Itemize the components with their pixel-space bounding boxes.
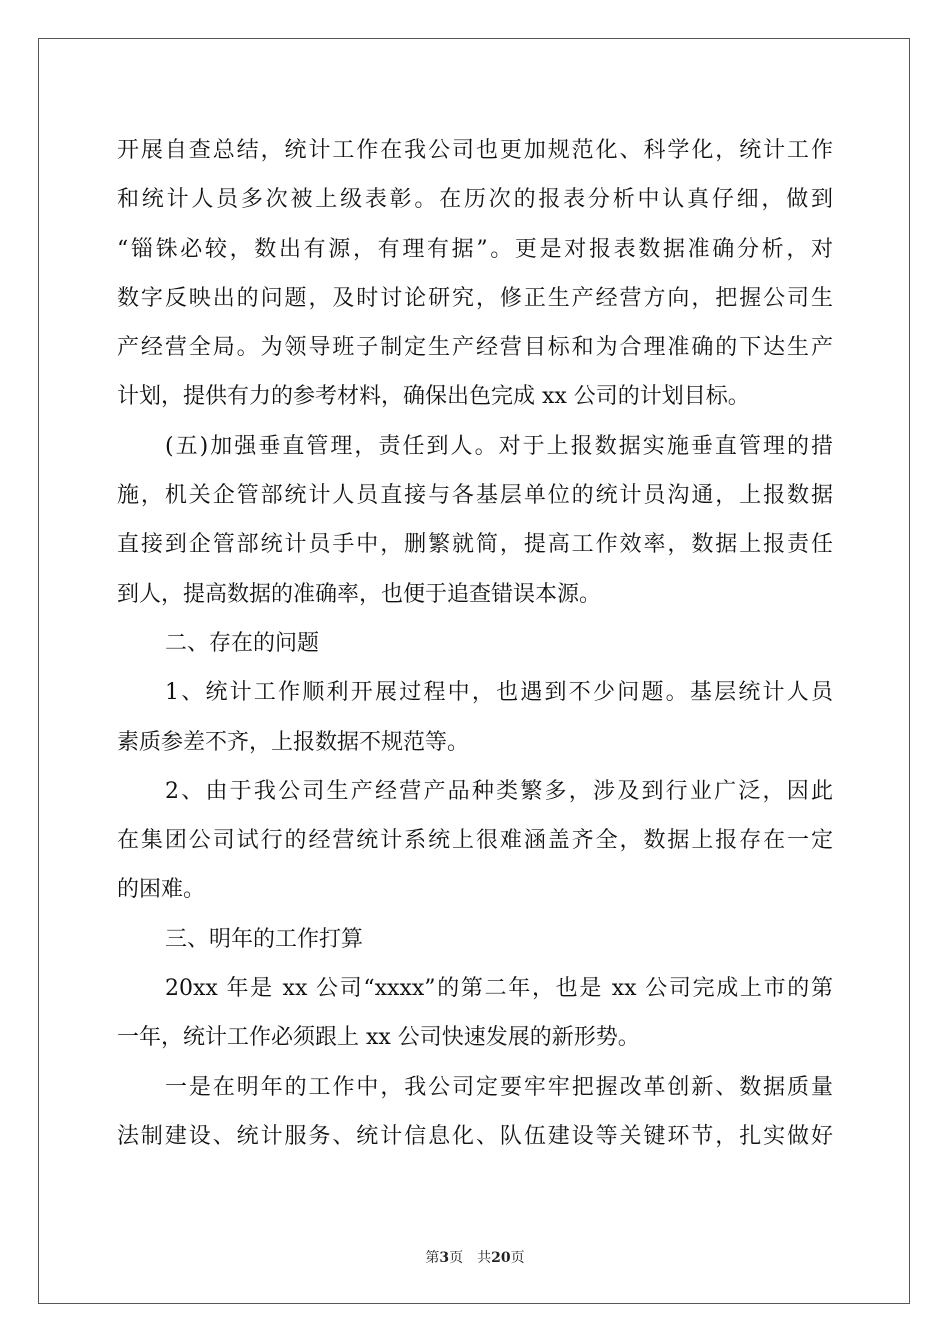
- current-page-number: 3: [439, 1250, 450, 1266]
- page-suffix: 页: [449, 1250, 464, 1266]
- text-line: 施，机关企管部统计人员直接与各基层单位的统计员沟通，上报数据: [117, 483, 833, 509]
- text-line: 素质参差不齐，上报数据不规范等。: [117, 729, 470, 755]
- document-body: [117, 126, 833, 1161]
- paragraph-start-line: (五)加强垂直管理，责任到人。对于上报数据实施垂直管理的措: [165, 433, 833, 459]
- text-line: 和统计人员多次被上级表彰。在历次的报表分析中认真仔细，做到: [117, 187, 833, 213]
- text-line: 的困难。: [117, 877, 206, 903]
- text-line: “锱铢必较，数出有源，有理有据”。更是对报表数据准确分析，对: [117, 236, 833, 262]
- text-line: 到人，提高数据的准确率，也便于追查错误本源。: [117, 581, 602, 607]
- text-line: 数字反映出的问题，及时讨论研究，修正生产经营方向，把握公司生: [117, 285, 833, 311]
- text-line: 产经营全局。为领导班子制定生产经营目标和为合理准确的下达生产: [117, 335, 833, 361]
- text-line: 直接到企管部统计员手中，删繁就简，提高工作效率，数据上报责任: [117, 532, 833, 558]
- text-line: 一年，统计工作必须跟上 xx 公司快速发展的新形势。: [117, 1025, 640, 1051]
- paragraph-start-line: 1、统计工作顺利开展过程中，也遇到不少问题。基层统计人员: [165, 680, 833, 706]
- text-line: 计划，提供有力的参考材料，确保出色完成 xx 公司的计划目标。: [117, 384, 750, 410]
- total-suffix: 页: [510, 1250, 525, 1266]
- paragraph-start-line: 20xx 年是 xx 公司“xxxx”的第二年，也是 xx 公司完成上市的第: [165, 976, 833, 1002]
- page-footer: [0, 1248, 950, 1268]
- text-line: 开展自查总结，统计工作在我公司也更加规范化、科学化，统计工作: [117, 138, 833, 163]
- total-prefix: 共: [477, 1250, 492, 1266]
- total-pages-number: 20: [491, 1250, 511, 1266]
- paragraph-start-line: 一是在明年的工作中，我公司定要牢牢把握改革创新、数据质量: [165, 1074, 833, 1100]
- section-heading: 二、存在的问题: [165, 630, 320, 656]
- page-prefix: 第: [425, 1250, 440, 1266]
- text-line: 在集团公司试行的经营统计系统上很难涵盖齐全，数据上报存在一定: [117, 828, 833, 854]
- section-heading: 三、明年的工作打算: [165, 926, 364, 952]
- text-line: 法制建设、统计服务、统计信息化、队伍建设等关键环节，扎实做好: [117, 1123, 833, 1149]
- paragraph-start-line: 2、由于我公司生产经营产品种类繁多，涉及到行业广泛，因此: [165, 778, 833, 804]
